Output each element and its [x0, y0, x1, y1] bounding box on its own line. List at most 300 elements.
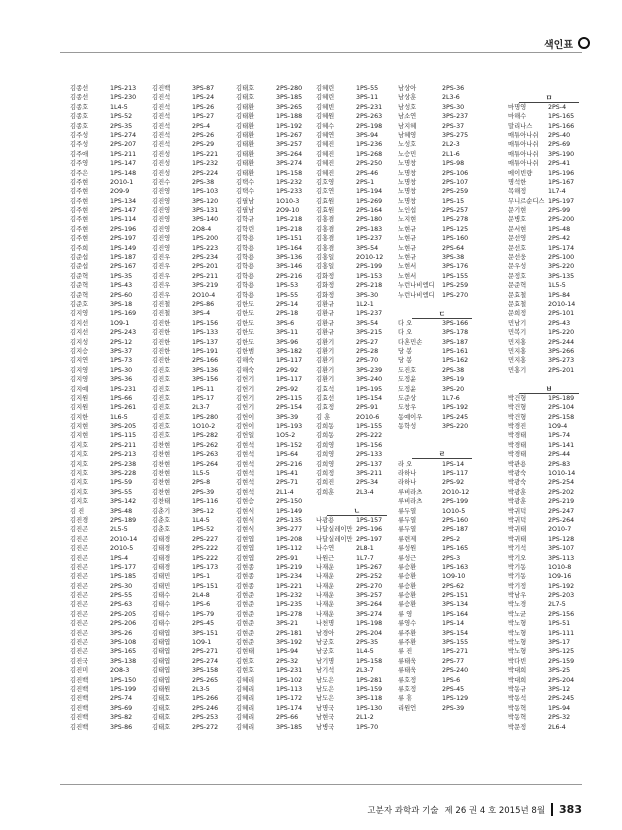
index-entry: [508, 225, 590, 234]
index-entry: [316, 356, 398, 365]
presentation-code: 2PS-28: [356, 347, 379, 355]
index-entry: [236, 122, 316, 131]
index-entry: [398, 441, 486, 450]
presentation-code: 2O9-10: [276, 207, 300, 215]
presentation-code: 2PS-12: [110, 338, 133, 346]
presentation-code: 1O10-3: [276, 197, 300, 205]
author-name: 김진영: [152, 225, 171, 233]
presentation-code: 2O10-7: [548, 526, 572, 534]
index-entry: [152, 638, 232, 647]
presentation-code: 2PS-40: [548, 131, 571, 139]
author-name: 김지호: [70, 441, 89, 449]
presentation-code: 1PS-79: [192, 610, 215, 618]
presentation-code: 1PS-52: [192, 526, 215, 534]
index-entry: [70, 112, 150, 121]
author-name: 김효정: [316, 404, 335, 412]
author-name: 김혜빈: [316, 103, 335, 111]
presentation-code: 2PS-270: [356, 582, 383, 590]
presentation-code: 3PS-19: [442, 376, 465, 384]
index-entry: [236, 497, 316, 506]
presentation-code: 1PS-151: [276, 235, 303, 243]
author-name: 나광용: [316, 516, 335, 524]
author-name: 김진석: [152, 122, 171, 130]
presentation-code: 1PS-231: [110, 385, 137, 393]
presentation-code: 1PS-160: [442, 235, 469, 243]
presentation-code: 2O8-4: [192, 225, 212, 233]
author-name: 김진백: [70, 695, 89, 703]
author-name: 김환규: [316, 319, 335, 327]
author-name: 김진석: [152, 131, 171, 139]
author-name: 김호연: [316, 188, 335, 196]
author-name: 김주현: [70, 197, 89, 205]
author-name: 당 봉: [398, 347, 413, 355]
presentation-code: 1PS-174: [276, 704, 303, 712]
index-entry: [152, 178, 232, 187]
author-name: 김태수: [152, 610, 171, 618]
presentation-code: 2PS-197: [356, 535, 383, 543]
author-name: 김지원: [70, 404, 89, 412]
author-name: 김주현: [70, 178, 89, 186]
presentation-code: 2PS-250: [356, 160, 383, 168]
author-name: 김현호: [236, 667, 255, 675]
index-entry: [508, 159, 590, 168]
presentation-code: 1PS-192: [442, 404, 469, 412]
index-entry: [398, 478, 486, 487]
index-entry: [508, 375, 590, 384]
index-entry: [152, 469, 232, 478]
index-entry: [316, 563, 398, 572]
index-entry: [316, 112, 398, 121]
index-entry: [70, 478, 150, 487]
author-name: 류승환: [398, 563, 417, 571]
presentation-code: 3PS-37: [110, 347, 133, 355]
index-entry: [398, 413, 486, 422]
index-entry: [316, 122, 398, 131]
author-name: 남지혜: [398, 122, 417, 130]
index-entry: [316, 723, 398, 732]
index-entry: [316, 460, 398, 469]
author-name: 나원근: [316, 554, 335, 562]
presentation-code: 2PS-183: [356, 225, 383, 233]
index-entry: [70, 328, 150, 337]
presentation-code: 1O10-2: [192, 423, 216, 431]
presentation-code: 2PS-203: [548, 592, 575, 600]
author-name: 김환기: [316, 338, 335, 346]
index-entry: [152, 169, 232, 178]
section-header: [508, 93, 590, 102]
presentation-code: 2PS-158: [548, 413, 575, 421]
author-name: 김태수: [152, 592, 171, 600]
index-entry: [316, 197, 398, 206]
presentation-code: 1PS-153: [356, 272, 383, 280]
index-entry: [398, 328, 486, 337]
author-name: 류영수: [398, 620, 417, 628]
index-entry: [508, 206, 590, 215]
index-entry: [152, 572, 232, 581]
index-entry: [508, 84, 590, 93]
index-entry: [398, 647, 486, 656]
author-name: 김헌기: [236, 394, 255, 402]
presentation-code: 1PS-192: [276, 122, 303, 130]
index-entry: [398, 206, 486, 215]
index-entry: [316, 619, 398, 628]
author-name: 박동혁: [508, 704, 527, 712]
index-entry: [70, 441, 150, 450]
author-name: 김진곤: [70, 554, 89, 562]
presentation-code: 2O10-4: [192, 291, 216, 299]
index-entry: [70, 591, 150, 600]
index-entry: [70, 619, 150, 628]
index-entry: [316, 234, 398, 243]
presentation-code: 2PS-36: [442, 85, 465, 92]
presentation-code: 2PS-243: [110, 329, 137, 337]
author-name: 김진한: [152, 347, 171, 355]
presentation-code: 1PS-236: [356, 141, 383, 149]
index-entry: [316, 347, 398, 356]
index-entry: [152, 525, 232, 534]
index-entry: [70, 422, 150, 431]
presentation-code: 2PS-196: [110, 225, 137, 233]
index-entry: [152, 215, 232, 224]
author-name: 문기현: [508, 207, 527, 215]
index-entry: [236, 516, 316, 525]
index-entry: [236, 638, 316, 647]
author-name: 김진성: [152, 160, 171, 168]
author-name: 박대희: [508, 667, 527, 675]
author-name: 김지호: [70, 498, 89, 506]
index-entry: [508, 300, 590, 309]
presentation-code: 2PS-32: [276, 657, 299, 665]
presentation-code: 1PS-94: [276, 648, 299, 656]
author-name: 남명국: [316, 704, 335, 712]
author-name: 김한도: [236, 329, 255, 337]
author-name: 류주환: [398, 639, 417, 647]
author-name: 박건형: [508, 413, 527, 421]
author-name: 도진호: [398, 366, 417, 374]
author-name: 노현규: [398, 235, 417, 243]
index-entry: [236, 328, 316, 337]
presentation-code: 1PS-200: [192, 235, 219, 243]
presentation-code: 1PS-59: [110, 479, 133, 487]
author-name: 김현석: [236, 451, 255, 459]
presentation-code: 2PS-207: [110, 141, 137, 149]
author-name: 도준상: [398, 394, 417, 402]
index-entry: [152, 103, 232, 112]
presentation-code: 1PS-4: [110, 554, 129, 562]
author-name: 김현태: [236, 648, 255, 656]
index-column-1: [70, 84, 150, 732]
index-entry: [152, 272, 232, 281]
presentation-code: 3PS-154: [442, 629, 469, 637]
author-name: 김한도: [236, 338, 255, 346]
author-name: 류태욱: [398, 657, 417, 665]
author-name: 노명창: [398, 169, 417, 177]
index-entry: [508, 338, 590, 347]
presentation-code: 2PS-211: [110, 441, 137, 449]
author-name: 김필남: [236, 207, 255, 215]
index-entry: [70, 413, 150, 422]
index-entry: [398, 262, 486, 271]
index-entry: [152, 150, 232, 159]
index-entry: [398, 338, 486, 347]
author-name: 김현식: [236, 507, 255, 515]
author-name: 나재운: [316, 610, 335, 618]
presentation-code: 1PS-232: [192, 160, 219, 168]
author-name: [508, 375, 548, 384]
index-entry: [152, 488, 232, 497]
index-entry: [70, 122, 150, 131]
index-entry: [508, 600, 590, 609]
index-entry: [152, 619, 232, 628]
author-name: 김학용: [236, 272, 255, 280]
presentation-code: [548, 375, 590, 384]
presentation-code: 1PS-158: [356, 657, 383, 665]
index-entry: [398, 600, 486, 609]
index-entry: [70, 572, 150, 581]
index-entry: [236, 488, 316, 497]
index-entry: [398, 197, 486, 206]
index-entry: [316, 544, 398, 553]
index-entry: [316, 131, 398, 140]
author-name: 김태민: [152, 573, 171, 581]
presentation-code: 3PS-69: [110, 704, 133, 712]
index-entry: [398, 281, 486, 290]
index-entry: [508, 262, 590, 271]
index-entry: [316, 385, 398, 394]
presentation-code: 3PS-142: [110, 498, 137, 506]
author-name: 나재운: [316, 563, 335, 571]
presentation-code: 2O10-1: [110, 178, 134, 186]
presentation-code: 3PS-118: [356, 695, 383, 703]
author-name: 김진영: [152, 188, 171, 196]
author-name: 박다빈: [508, 657, 527, 665]
index-entry: [316, 610, 398, 619]
presentation-code: 2L4-8: [192, 592, 210, 600]
index-entry: [152, 291, 232, 300]
presentation-code: 3PS-120: [192, 197, 219, 205]
index-entry: [508, 563, 590, 572]
presentation-code: 2PS-254: [548, 479, 575, 487]
presentation-code: 3PS-240: [356, 376, 383, 384]
presentation-code: 3PS-239: [356, 366, 383, 374]
author-name: 김진영: [152, 235, 171, 243]
presentation-code: 1PS-155: [356, 423, 383, 431]
presentation-code: [548, 84, 590, 93]
author-name: 김홍겸: [316, 225, 335, 233]
presentation-code: 1PS-233: [276, 188, 303, 196]
author-name: 박경태: [508, 451, 527, 459]
presentation-code: 1PS-152: [276, 441, 303, 449]
presentation-code: 1PS-218: [276, 216, 303, 224]
index-entry: [316, 478, 398, 487]
author-name: 김진우: [152, 291, 171, 299]
presentation-code: 2L3-7: [356, 667, 374, 675]
index-entry: [236, 413, 316, 422]
author-name: 김한범: [236, 347, 255, 355]
index-entry: [70, 431, 150, 440]
index-entry: [236, 478, 316, 487]
author-name: 다 오: [398, 319, 413, 327]
presentation-code: 1PS-199: [110, 686, 137, 693]
presentation-code: 2PS-32: [548, 714, 571, 722]
header-bar: [48, 36, 622, 50]
index-entry: [70, 469, 150, 478]
presentation-code: 2PS-164: [356, 207, 383, 215]
author-name: 김진호: [152, 413, 171, 421]
presentation-code: 1PS-74: [548, 432, 571, 440]
author-name: 노현규: [398, 254, 417, 262]
presentation-code: 2PS-231: [356, 103, 383, 111]
author-name: 박기오: [508, 554, 527, 562]
index-entry: [236, 431, 316, 440]
presentation-code: 2PS-26: [192, 131, 215, 139]
index-entry: [236, 150, 316, 159]
presentation-code: 2PS-204: [356, 629, 383, 637]
presentation-code: 2PS-18: [276, 310, 299, 318]
index-entry: [152, 385, 232, 394]
index-entry: [236, 610, 316, 619]
author-name: 김춘호: [152, 516, 171, 524]
index-entry: [236, 131, 316, 140]
author-name: 김태엽: [152, 676, 171, 684]
index-entry: [70, 713, 150, 722]
presentation-code: 2PS-55: [110, 592, 133, 600]
index-entry: [152, 685, 232, 694]
index-entry: [70, 525, 150, 534]
presentation-code: 2PS-159: [548, 657, 575, 665]
author-name: 남궁호: [316, 648, 335, 656]
presentation-code: 3PS-264: [276, 150, 303, 158]
presentation-code: 1PS-194: [356, 188, 383, 196]
presentation-code: 2PS-66: [276, 714, 299, 722]
index-entry: [316, 525, 398, 534]
author-name: 박기동: [508, 573, 527, 581]
index-entry: [398, 469, 486, 478]
author-name: 김혜진: [316, 141, 335, 149]
presentation-code: 1PS-148: [110, 169, 137, 177]
presentation-code: 1PS-94: [548, 704, 571, 712]
index-entry: [398, 657, 486, 666]
index-entry: [316, 554, 398, 563]
presentation-code: 1PS-220: [548, 329, 575, 337]
index-entry: [508, 497, 590, 506]
presentation-code: 1PS-48: [548, 225, 571, 233]
author-name: 박건형: [508, 404, 527, 412]
index-entry: [70, 723, 150, 732]
presentation-code: 2PS-30: [110, 582, 133, 590]
presentation-code: 2PS-27: [356, 338, 379, 346]
presentation-code: 2PS-240: [442, 667, 469, 675]
index-entry: [508, 694, 590, 703]
author-name: 박동규: [508, 686, 527, 693]
presentation-code: 3PS-266: [548, 347, 575, 355]
author-name: 김주애: [70, 150, 89, 158]
index-entry: [508, 347, 590, 356]
presentation-code: 3PS-182: [276, 347, 303, 355]
presentation-code: 3PS-156: [192, 376, 219, 384]
index-entry: [70, 169, 150, 178]
author-name: 류승환: [398, 582, 417, 590]
presentation-code: 2PS-100: [548, 254, 575, 262]
author-name: 김희훈: [316, 488, 335, 496]
presentation-code: 2PS-227: [192, 535, 219, 543]
presentation-code: 1PS-55: [276, 291, 299, 299]
author-name: 김현종: [236, 563, 255, 571]
index-entry: [236, 657, 316, 666]
author-name: 김진백: [70, 714, 89, 722]
presentation-code: 2PS-115: [276, 394, 303, 402]
author-name: 김진영: [152, 207, 171, 215]
author-name: 김현석: [236, 479, 255, 487]
index-entry: [236, 140, 316, 149]
presentation-code: 2PS-216: [276, 272, 303, 280]
author-name: 김지현: [70, 432, 89, 440]
author-name: 김지영: [70, 310, 89, 318]
index-entry: [508, 713, 590, 722]
presentation-code: 2PS-213: [110, 451, 137, 459]
presentation-code: 2PS-253: [192, 714, 219, 722]
author-name: 김현호: [236, 657, 255, 665]
presentation-code: 1PS-174: [548, 244, 575, 252]
presentation-code: 3PS-265: [276, 103, 303, 111]
index-entry: [236, 704, 316, 713]
author-name: 김준섭: [70, 254, 89, 262]
index-entry: [398, 169, 486, 178]
author-name: 김준호: [70, 300, 89, 308]
author-name: 김현준: [236, 639, 255, 647]
presentation-code: 1PS-211: [110, 150, 137, 158]
index-entry: [398, 356, 486, 365]
presentation-code: 2PS-211: [192, 272, 219, 280]
presentation-code: 2PS-46: [356, 169, 379, 177]
index-entry: [152, 535, 232, 544]
index-entry: [70, 676, 150, 685]
author-name: 문효철: [508, 300, 527, 308]
author-name: 김태엽: [152, 639, 171, 647]
author-name: 명석한: [508, 178, 527, 186]
author-name: 박귀덕: [508, 507, 527, 515]
presentation-code: 2PS-38: [442, 366, 465, 374]
author-name: 매튜아나쉬: [508, 141, 539, 149]
index-entry: [316, 328, 398, 337]
section-header: [398, 309, 486, 318]
index-entry: [316, 253, 398, 262]
author-name: 동예이우: [398, 413, 423, 421]
author-name: [398, 300, 442, 309]
author-name: 다혼민손: [398, 338, 423, 346]
top-divider: [60, 52, 582, 53]
author-name: 말리나스: [508, 122, 533, 130]
author-name: 김지호: [70, 451, 89, 459]
presentation-code: 3PS-18: [110, 300, 133, 308]
index-entry: [70, 338, 150, 347]
index-entry: [398, 619, 486, 628]
presentation-code: 1PS-231: [276, 667, 303, 675]
index-entry: [398, 460, 486, 469]
index-entry: [236, 619, 316, 628]
author-name: 매튜아나쉬: [508, 150, 539, 158]
presentation-code: 1PS-218: [276, 225, 303, 233]
presentation-code: 1PS-125: [442, 225, 469, 233]
author-name: 김현식: [236, 516, 255, 524]
index-entry: [508, 366, 590, 375]
author-name: 김진경: [70, 516, 89, 524]
index-entry: [236, 347, 316, 356]
index-entry: [508, 629, 590, 638]
index-entry: [70, 535, 150, 544]
author-name: 류주환: [398, 629, 417, 637]
author-name: 김혜수: [316, 122, 335, 130]
